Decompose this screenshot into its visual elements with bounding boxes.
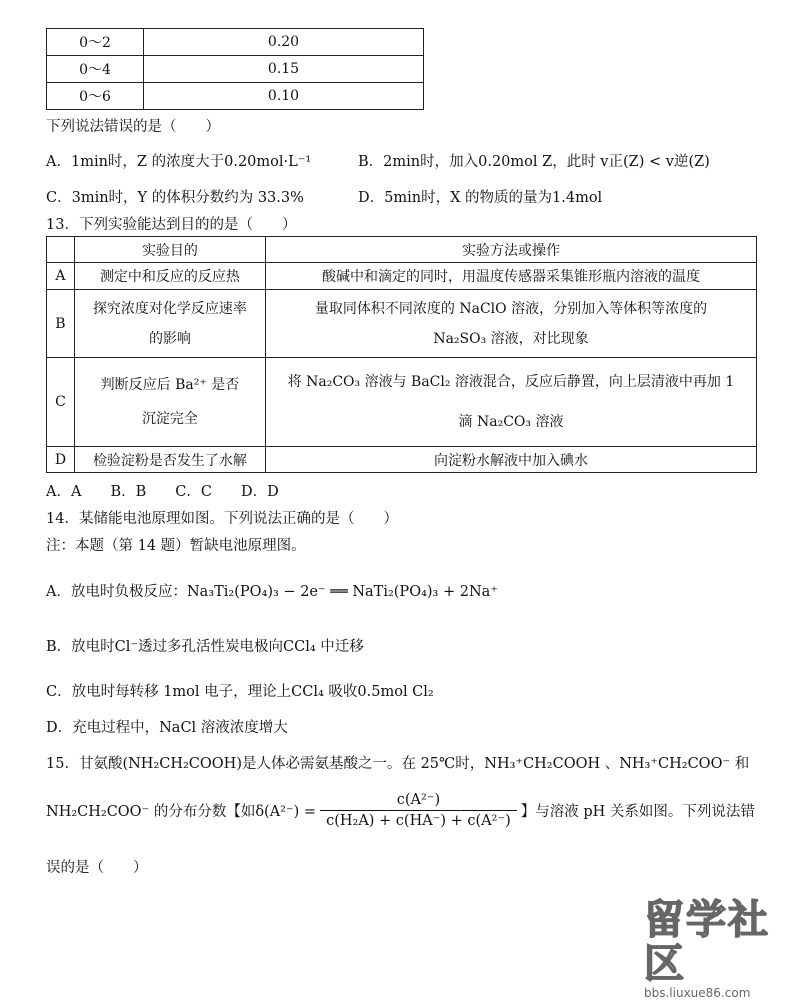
- table-row: [47, 447, 757, 473]
- q14-stem: 14．某储能电池原理如图。下列说法正确的是（ ）: [46, 511, 398, 527]
- row-method: 量取同体积不同浓度的 NaClO 溶液，分别加入等体积等浓度的 Na₂SO₃ 溶液，对比现象: [266, 290, 757, 358]
- q15-line2-pre: NH₂CH₂COO⁻ 的分布分数【如δ(A²⁻) =: [46, 804, 317, 820]
- fraction-denominator: c(H₂A) + c(HA⁻) + c(A²⁻): [320, 810, 517, 829]
- watermark-url: bbs.liuxue86.com: [644, 986, 751, 1000]
- time-cell: 0～6: [47, 83, 144, 110]
- q15-line2-post: 】与溶液 pH 关系如图。下列说法错: [520, 804, 755, 820]
- row-purpose: 检验淀粉是否发生了水解: [74, 447, 265, 473]
- row-label: B: [47, 290, 75, 358]
- q13-stem: 13．下列实验能达到目的的是（ ）: [46, 217, 297, 233]
- q12-stem: 下列说法错误的是（ ）: [46, 119, 220, 135]
- q12-option-b: B．2min时，加入0.20mol Z，此时 v正(Z) < v逆(Z): [358, 154, 710, 170]
- time-cell: 0～2: [47, 29, 144, 56]
- row-purpose: 测定中和反应的反应热: [74, 263, 265, 290]
- q15-stem-line2: [46, 792, 755, 829]
- table-row: [47, 56, 424, 83]
- watermark-logo: 留学社区: [644, 897, 770, 987]
- q13-options: A．A B．B C．C D．D: [46, 484, 279, 500]
- table-row: [47, 358, 757, 447]
- time-cell: 0～4: [47, 56, 144, 83]
- value-cell: 0.15: [144, 56, 424, 83]
- header-blank: [47, 237, 75, 263]
- value-cell: 0.20: [144, 29, 424, 56]
- row-purpose: 判断反应后 Ba²⁺ 是否沉淀完全: [74, 358, 265, 447]
- table-row: [47, 263, 757, 290]
- fraction-numerator: c(A²⁻): [396, 792, 441, 808]
- header-purpose: 实验目的: [74, 237, 265, 263]
- q12-option-d: D．5min时，X 的物质的量为1.4mol: [358, 190, 603, 206]
- table-row: [47, 290, 757, 358]
- value-cell: 0.10: [144, 83, 424, 110]
- distribution-fraction: [320, 792, 517, 829]
- row-label: C: [47, 358, 75, 447]
- table-row: [47, 83, 424, 110]
- q14-option-a: A．放电时负极反应：Na₃Ti₂(PO₄)₃ − 2e⁻ ══ NaTi₂(PO₄)₃ + 2Na⁺: [46, 584, 498, 600]
- q14-option-b: B．放电时Cl⁻透过多孔活性炭电极向CCl₄ 中迁移: [46, 639, 364, 655]
- table-header-row: [47, 237, 757, 263]
- row-label: D: [47, 447, 75, 473]
- row-method: 将 Na₂CO₃ 溶液与 BaCl₂ 溶液混合，反应后静置，向上层清液中再加 1 滴 Na₂CO₃ 溶液: [266, 358, 757, 447]
- q14-option-c: C．放电时每转移 1mol 电子，理论上CCl₄ 吸收0.5mol Cl₂: [46, 684, 434, 700]
- header-method: 实验方法或操作: [266, 237, 757, 263]
- row-method: 向淀粉水解液中加入碘水: [266, 447, 757, 473]
- row-purpose: 探究浓度对化学反应速率的影响: [74, 290, 265, 358]
- table-row: [47, 29, 424, 56]
- q15-stem-line3: 误的是（ ）: [46, 860, 148, 876]
- rate-table: [46, 28, 424, 110]
- q14-option-d: D．充电过程中，NaCl 溶液浓度增大: [46, 720, 288, 736]
- experiment-table: [46, 236, 757, 473]
- site-watermark: [644, 897, 794, 1000]
- row-label: A: [47, 263, 75, 290]
- q14-note: 注：本题（第 14 题）暂缺电池原理图。: [46, 538, 306, 554]
- q12-option-a: A．1min时，Z 的浓度大于0.20mol·L⁻¹: [46, 154, 312, 170]
- row-method: 酸碱中和滴定的同时，用温度传感器采集锥形瓶内溶液的温度: [266, 263, 757, 290]
- q15-stem-line1: 15．甘氨酸(NH₂CH₂COOH)是人体必需氨基酸之一。在 25℃时，NH₃⁺CH₂COOH 、NH₃⁺CH₂COO⁻ 和: [46, 756, 750, 772]
- q12-option-c: C．3min时，Y 的体积分数约为 33.3%: [46, 190, 304, 206]
